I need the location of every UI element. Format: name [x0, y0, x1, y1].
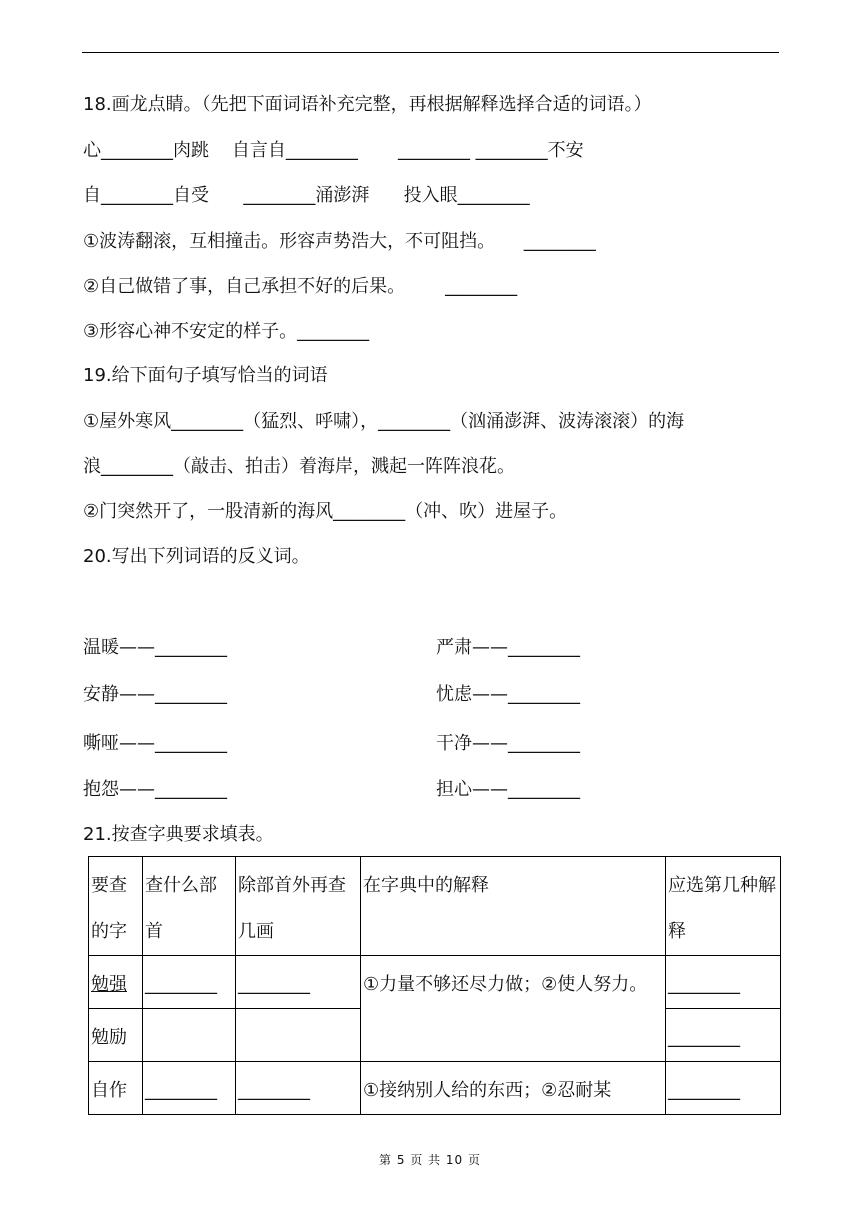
- antonym-item: 嘶哑——________: [83, 733, 227, 754]
- antonym-item: 担心——________: [436, 779, 580, 800]
- table-row: [89, 956, 781, 1009]
- q20-title: 20.写出下列词语的反义词。: [83, 546, 310, 567]
- table-header-cell: 除部首外再查几画: [236, 857, 361, 956]
- dictionary-explanation: ①接纳别人给的东西；②忍耐某: [361, 1062, 666, 1115]
- table-header-cell: 应选第几种解释: [666, 857, 781, 956]
- table-header-cell: 查什么部首: [143, 857, 236, 956]
- radical-blank: [143, 1009, 236, 1062]
- antonym-item: 干净——________: [436, 733, 580, 754]
- choice-blank: ________: [666, 1009, 781, 1062]
- table-header-row: [89, 857, 781, 956]
- strokes-blank: [236, 1009, 361, 1062]
- q18-words-line1: 心________肉跳 自言自________ ________ ________不安: [83, 140, 584, 161]
- choice-blank: ________: [666, 1062, 781, 1115]
- antonym-item: 安静——________: [83, 684, 227, 705]
- q18-definition-2: ②自己做错了事，自己承担不好的后果。 ________: [83, 276, 518, 297]
- lookup-word: 自作: [89, 1062, 143, 1115]
- header-rule: [82, 52, 779, 53]
- table-header-cell: 要查的字: [89, 857, 143, 956]
- lookup-word-text: 勉强: [91, 974, 127, 995]
- q19-sentence-1b: 浪________（敲击、拍击）着海岸，溅起一阵阵浪花。: [83, 456, 515, 477]
- table-header-cell: 在字典中的解释: [361, 857, 666, 956]
- antonym-item: 严肃——________: [436, 637, 580, 658]
- strokes-blank: ________: [236, 1062, 361, 1115]
- lookup-word: 勉励: [89, 1009, 143, 1062]
- page-footer: 第 5 页 共 10 页: [379, 1153, 481, 1167]
- lookup-word: [89, 956, 143, 1009]
- q18-title: 18.画龙点睛。（先把下面词语补充完整，再根据解释选择合适的词语。）: [83, 94, 652, 115]
- antonym-item: 抱怨——________: [83, 779, 227, 800]
- antonym-item: 忧虑——________: [436, 684, 580, 705]
- radical-blank: ________: [143, 956, 236, 1009]
- q19-title: 19.给下面句子填写恰当的词语: [83, 365, 328, 386]
- q18-words-line2: 自________自受 ________涌澎湃 投入眼________: [83, 185, 530, 206]
- q18-definition-3: ③形容心神不安定的样子。________: [83, 321, 370, 342]
- q19-sentence-1a: ①屋外寒风________（猛烈、呼啸），________（汹涌澎湃、波涛滚滚）的海: [83, 411, 685, 432]
- dictionary-table: [88, 856, 781, 1115]
- q21-title: 21.按查字典要求填表。: [83, 824, 274, 845]
- table-row: [89, 1062, 781, 1115]
- antonym-item: 温暖——________: [83, 637, 227, 658]
- radical-blank: ________: [143, 1062, 236, 1115]
- q19-sentence-2: ②门突然开了，一股清新的海风________（冲、吹）进屋子。: [83, 501, 568, 522]
- dictionary-explanation: ①力量不够还尽力做；②使人努力。: [361, 956, 666, 1062]
- choice-blank: ________: [666, 956, 781, 1009]
- strokes-blank: ________: [236, 956, 361, 1009]
- q18-definition-1: ①波涛翻滚，互相撞击。形容声势浩大，不可阻挡。 ________: [83, 231, 596, 252]
